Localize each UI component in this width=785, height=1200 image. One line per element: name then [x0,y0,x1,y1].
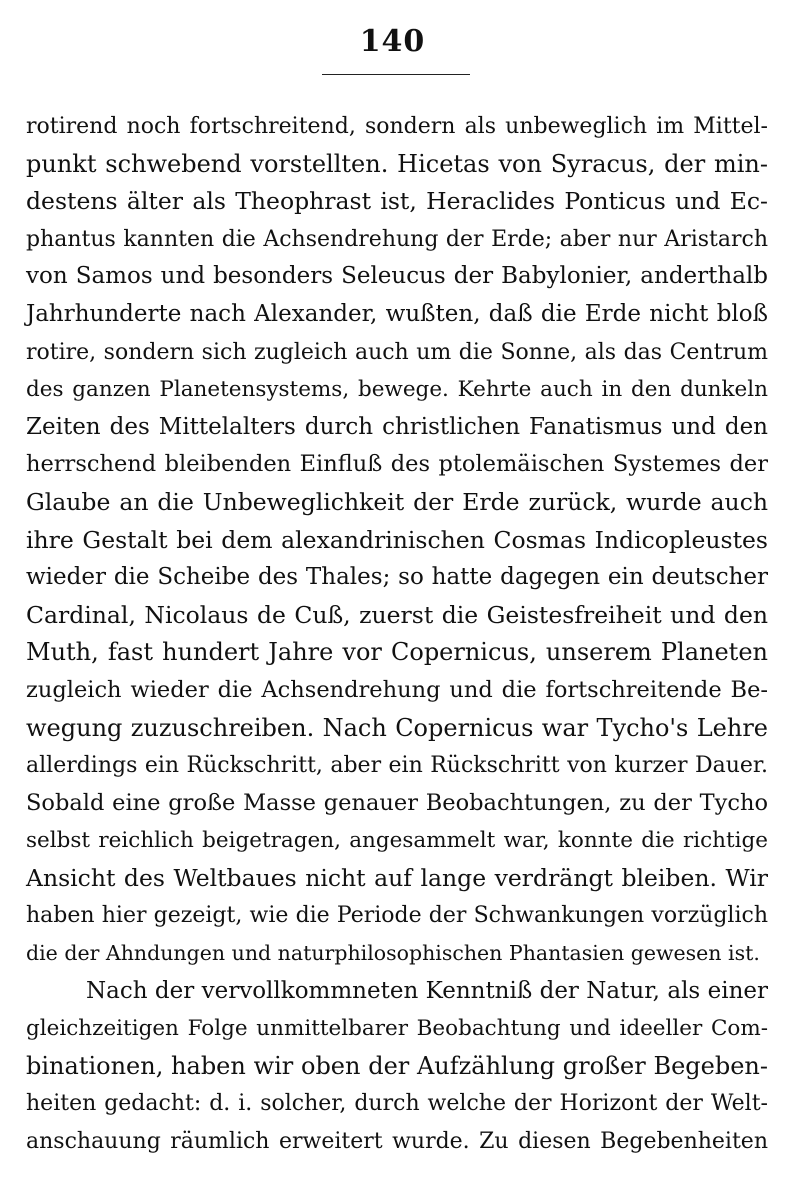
header-rule [322,74,470,75]
paragraph-start-line: Nach der vervollkommneten Kenntniß der Natur, als einer [86,977,768,1004]
text-line: Sobald eine große Masse genauer Beobachtungen, zu der Tycho [26,789,768,816]
text-line: binationen, haben wir oben der Aufzählung großer Begeben- [26,1051,768,1080]
text-line: allerdings ein Rückschritt, aber ein Rückschritt von kurzer Dauer. [26,753,768,779]
text-line: anschauung räumlich erweitert wurde. Zu diesen Begebenheiten [26,1129,768,1155]
text-line: rotirend noch fortschreitend, sondern als unbeweglich im Mittel- [26,114,768,139]
text-line: des ganzen Planetensystems, bewege. Kehrte auch in den dunkeln [26,377,768,403]
text-line: Glaube an die Unbeweglichkeit der Erde zurück, wurde auch [26,487,768,516]
text-line: Cardinal, Nicolaus de Cuß, zuerst die Geistesfreiheit und den [26,600,768,629]
text-line: herrschend bleibenden Einfluß des ptolemäischen Systemes der [26,451,768,478]
text-line: ihre Gestalt bei dem alexandrinischen Cosmas Indicopleustes [26,525,768,554]
text-line: wegung zuzuschreiben. Nach Copernicus war Tycho's Lehre [26,713,768,742]
text-line: haben hier gezeigt, wie die Periode der Schwankungen vorzüglich [26,903,768,929]
text-line: Muth, fast hundert Jahre vor Copernicus, unserem Planeten [26,638,768,667]
text-line: Jahrhunderte nach Alexander, wußten, daß die Erde nicht bloß [26,300,768,327]
text-line: phantus kannten die Achsendrehung der Erde; aber nur Aristarch [26,226,768,252]
body-text [26,108,768,1161]
text-line: zugleich wieder die Achsendrehung und die fortschreitende Be- [26,676,768,703]
text-line: heiten gedacht: d. i. solcher, durch welche der Horizont der Welt- [26,1091,768,1117]
text-line: destens älter als Theophrast ist, Heraclides Ponticus und Ec- [26,187,768,216]
page-number: 140 [359,24,426,59]
text-line: rotire, sondern sich zugleich auch um die Sonne, als das Centrum [26,339,768,365]
text-line: Zeiten des Mittelalters durch christlichen Fanatismus und den [26,413,768,440]
text-line: gleichzeitigen Folge unmittelbarer Beobachtung und ideeller Com- [26,1016,768,1042]
text-line: von Samos und besonders Seleucus der Babylonier, anderthalb [26,263,768,290]
text-line: Ansicht des Weltbaues nicht auf lange verdrängt bleiben. Wir [26,863,768,892]
text-line: punkt schwebend vorstellten. Hicetas von Syracus, der min- [26,149,768,178]
paragraph-end-line: die der Ahndungen und naturphilosophischen Phantasien gewesen ist. [26,941,760,966]
text-line: wieder die Scheibe des Thales; so hatte dagegen ein deutscher [26,564,768,591]
text-line: selbst reichlich beigetragen, angesammelt war, konnte die richtige [26,828,768,854]
